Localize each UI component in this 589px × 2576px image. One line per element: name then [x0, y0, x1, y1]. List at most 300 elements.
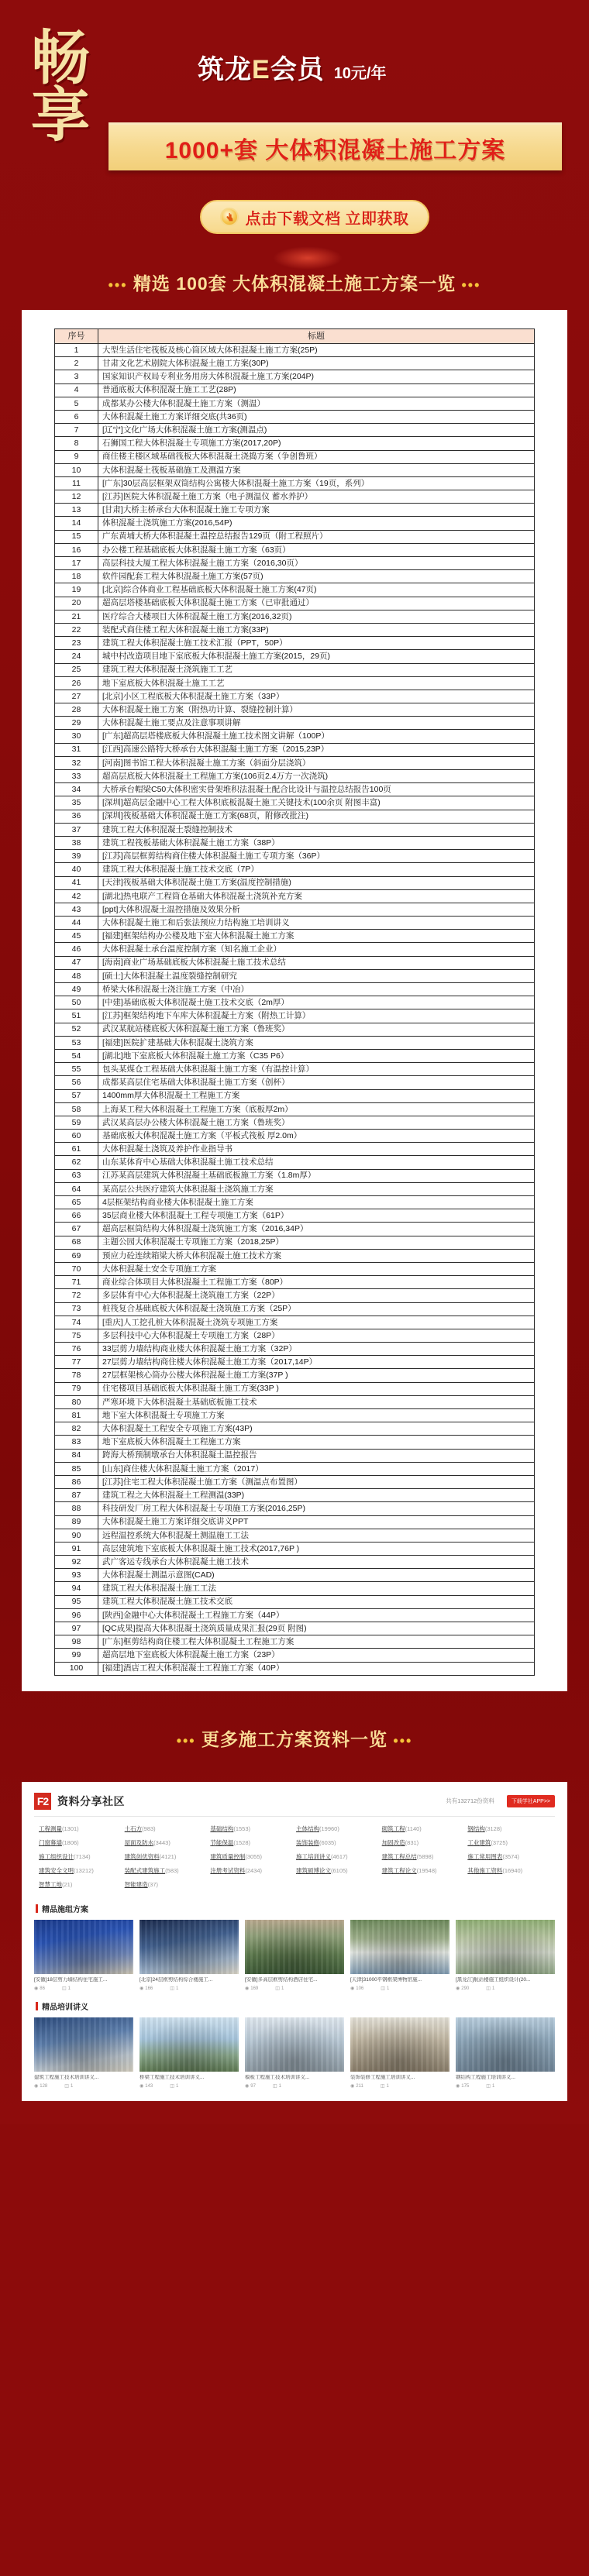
row-title: 大体积混凝土工程安全专项施工方案(43P)	[98, 1422, 535, 1436]
row-title: 武广客运专线承台大体积混凝土施工技术	[98, 1556, 535, 1569]
table-row	[55, 476, 535, 490]
row-title: 办公楼工程基础底板大体积混凝土施工方案（63页）	[98, 543, 535, 556]
row-title: [北京]小区工程底板大体积混凝土施工方案（33P）	[98, 690, 535, 703]
category-link[interactable]	[296, 1852, 379, 1861]
table-row	[55, 956, 535, 969]
resource-card-title: 钢结构工程施工培训讲义...	[456, 2074, 515, 2080]
row-index: 65	[55, 1196, 98, 1209]
category-link[interactable]	[296, 1866, 379, 1875]
row-index: 82	[55, 1422, 98, 1436]
table-row	[55, 1569, 535, 1582]
category-link[interactable]	[467, 1852, 550, 1861]
comment-icon: ◫	[486, 1986, 491, 1991]
table-row	[55, 463, 535, 476]
category-link[interactable]	[125, 1852, 208, 1861]
category-link[interactable]	[296, 1838, 379, 1847]
row-title: 建筑工程大体积混凝土施工技术汇报（PPT，50P）	[98, 637, 535, 650]
eye-icon: ◉	[245, 1986, 250, 1991]
category-link[interactable]	[125, 1838, 208, 1847]
row-title: [中建]基础底板大体积混凝土施工技术交底（2m厚）	[98, 996, 535, 1009]
row-index: 74	[55, 1316, 98, 1329]
document-list-table	[54, 328, 535, 1676]
row-title: [江西]高速公路特大桥承台大体积混凝土施工方案（2015,23P）	[98, 743, 535, 756]
resource-thumbnail[interactable]	[456, 2017, 555, 2072]
view-count-value: 128	[40, 2084, 48, 2089]
category-link[interactable]	[39, 1825, 122, 1833]
row-index: 13	[55, 504, 98, 517]
resource-card[interactable]	[245, 2017, 344, 2089]
promo-banner	[108, 122, 562, 170]
comment-count	[275, 1986, 284, 1991]
table-row	[55, 1089, 535, 1102]
view-count-value: 169	[250, 1986, 259, 1991]
table-row	[55, 1009, 535, 1023]
table-row	[55, 1489, 535, 1502]
category-name: 节能保温	[210, 1838, 234, 1846]
comment-count-value: 1	[281, 1986, 284, 1991]
view-count-value: 97	[250, 2084, 256, 2089]
category-link[interactable]	[210, 1866, 293, 1875]
comment-count	[381, 2083, 389, 2089]
category-link[interactable]	[467, 1866, 550, 1875]
more-section-title	[0, 1725, 589, 1751]
resource-card[interactable]	[140, 2017, 239, 2089]
row-index: 97	[55, 1622, 98, 1635]
row-title: 武汉某高层办公楼大体积混凝土施工方案（鲁班奖）	[98, 1116, 535, 1129]
category-name: 主体结构	[295, 1825, 319, 1832]
row-title: 江苏某高层建筑大体积混凝土基础底板施工方案（1.8m厚）	[98, 1169, 535, 1182]
row-index: 3	[55, 370, 98, 383]
category-name: 建筑安全文明	[39, 1866, 74, 1874]
table-row	[55, 490, 535, 504]
row-index: 11	[55, 476, 98, 490]
resource-card[interactable]	[456, 1920, 555, 1991]
document-list-card	[22, 310, 567, 1691]
group-accent-bar	[36, 2002, 38, 2010]
row-title: 广东黄埔大桥大体积混凝土温控总结报告129页（附工程照片）	[98, 530, 535, 543]
row-title: 建筑工程之大体积混凝土工程测温(33P)	[98, 1489, 535, 1502]
table-row	[55, 863, 535, 876]
row-index: 94	[55, 1582, 98, 1595]
resource-thumbnail[interactable]	[34, 1920, 133, 1974]
category-name: 土石方	[124, 1825, 143, 1832]
category-count: (1806)	[62, 1838, 79, 1846]
row-title: 4层框架结构商业楼大体积混凝土施工方案	[98, 1196, 535, 1209]
category-name: 建筑质量控制	[210, 1852, 246, 1860]
table-row	[55, 1595, 535, 1608]
row-index: 58	[55, 1102, 98, 1116]
resource-thumbnail[interactable]	[140, 1920, 239, 1974]
row-title: [福建]医院扩建基础大体积混凝土浇筑方案	[98, 1036, 535, 1049]
table-row	[55, 450, 535, 463]
row-title: [天津]筏板基础大体积混凝土施工方案(温度控制措施)	[98, 876, 535, 889]
row-index: 21	[55, 610, 98, 623]
row-index: 9	[55, 450, 98, 463]
row-index: 50	[55, 996, 98, 1009]
table-row	[55, 1422, 535, 1436]
card-groups	[34, 1903, 555, 2089]
row-index: 85	[55, 1462, 98, 1475]
row-index: 89	[55, 1515, 98, 1529]
resource-card-meta	[350, 2083, 450, 2089]
row-index: 29	[55, 717, 98, 730]
category-link[interactable]	[39, 1880, 122, 1889]
resource-card[interactable]	[350, 1920, 450, 1991]
resource-card-meta	[140, 1986, 239, 1991]
view-count-value: 86	[40, 1986, 45, 1991]
comment-icon: ◫	[170, 2084, 174, 2089]
row-index: 99	[55, 1649, 98, 1662]
row-title: 商住楼主楼区域基础筏板大体积混凝土浇捣方案（争创鲁班）	[98, 450, 535, 463]
row-title: 1400mm厚大体积混凝土工程施工方案	[98, 1089, 535, 1102]
row-index: 51	[55, 1009, 98, 1023]
row-title: 建筑工程大体积混凝土浇筑施工工艺	[98, 663, 535, 676]
row-title: [陕西]金融中心大体积混凝土工程施工方案（44P）	[98, 1608, 535, 1622]
table-row	[55, 637, 535, 650]
row-title: 建筑工程大体积混凝土裂缝控制技术	[98, 823, 535, 836]
brand-row	[198, 48, 387, 86]
table-row	[55, 996, 535, 1009]
row-index: 60	[55, 1130, 98, 1143]
row-title: 大型生活住宅筏板及核心筒区域大体积混凝土施工方案(25P)	[98, 344, 535, 357]
category-name: 施工培训讲义	[295, 1852, 331, 1860]
category-count: (1553)	[233, 1825, 251, 1832]
table-row	[55, 1462, 535, 1475]
category-link[interactable]	[210, 1838, 293, 1847]
resource-thumbnail[interactable]	[245, 2017, 344, 2072]
brand-price: 10元/年	[333, 65, 387, 82]
row-title: 体积混凝土浇筑施工方案(2016,54P)	[98, 517, 535, 530]
resource-thumbnail[interactable]	[350, 1920, 450, 1974]
row-title: [福建]框架结构办公楼及地下室大体积混凝土施工方案	[98, 930, 535, 943]
table-row	[55, 1542, 535, 1555]
row-title: [重庆]人工挖孔桩大体积混凝土浇筑专项施工方案	[98, 1316, 535, 1329]
table-row	[55, 1622, 535, 1635]
category-count: (21)	[62, 1880, 73, 1888]
comment-icon: ◫	[381, 1986, 385, 1991]
row-index: 84	[55, 1449, 98, 1462]
category-count: (3574)	[502, 1852, 520, 1860]
category-link[interactable]	[39, 1852, 122, 1861]
table-row	[55, 543, 535, 556]
comment-count-value: 1	[278, 2084, 281, 2089]
group-heading-label: 精品施组方案	[42, 1905, 88, 1914]
group-accent-bar	[36, 1904, 38, 1913]
category-link[interactable]	[382, 1838, 465, 1847]
table-row	[55, 570, 535, 583]
resource-card[interactable]	[456, 2017, 555, 2089]
category-count: (19548)	[416, 1866, 437, 1874]
table-head	[55, 329, 535, 344]
table-row	[55, 930, 535, 943]
table-row	[55, 1036, 535, 1049]
category-link[interactable]	[467, 1838, 550, 1847]
category-name: 装配式建筑施工	[124, 1866, 166, 1874]
more-dots-right: •••	[393, 1732, 413, 1749]
table-row	[55, 1276, 535, 1289]
table-row	[55, 1343, 535, 1356]
resource-card[interactable]	[350, 2017, 450, 2089]
eye-icon: ◉	[245, 2084, 250, 2089]
row-title: 成都某办公楼大体积混凝土施工方案（测温）	[98, 397, 535, 410]
resource-card-title: 桥梁工程施工技术培训讲义...	[140, 2074, 205, 2080]
row-title: 严寒环境下大体积混凝土基础底板施工技术	[98, 1395, 535, 1408]
download-cta-button[interactable]	[200, 200, 429, 234]
table-row	[55, 383, 535, 397]
row-index: 2	[55, 357, 98, 370]
table-row	[55, 597, 535, 610]
row-title: [湖北]地下室底板大体积混凝土施工方案（C35 P6）	[98, 1049, 535, 1062]
row-title: [甘肃]大桥主桥承台大体积混凝土施工专项方案	[98, 504, 535, 517]
eye-icon: ◉	[456, 1986, 460, 1991]
row-index: 18	[55, 570, 98, 583]
row-index: 66	[55, 1209, 98, 1223]
category-grid	[34, 1817, 555, 1893]
table-row	[55, 770, 535, 783]
view-count	[456, 1986, 469, 1991]
table-row	[55, 1063, 535, 1076]
resource-thumbnail[interactable]	[456, 1920, 555, 1974]
card-row	[34, 1920, 555, 1991]
table-row	[55, 1436, 535, 1449]
row-index: 40	[55, 863, 98, 876]
row-title: 山东某体育中心基础大体积混凝土施工技术总结	[98, 1156, 535, 1169]
comment-count	[64, 2083, 73, 2089]
row-index: 23	[55, 637, 98, 650]
table-row	[55, 1502, 535, 1515]
brand-prefix: 筑龙	[198, 55, 252, 84]
row-title: [湖北]热电联产工程筒仓基础大体积混凝土浇筑补充方案	[98, 889, 535, 903]
table-row	[55, 1102, 535, 1116]
table-row	[55, 344, 535, 357]
row-index: 92	[55, 1556, 98, 1569]
category-link[interactable]	[296, 1825, 379, 1833]
row-title: 超高层框筒结构大体积混凝土浇筑施工方案（2016,34P）	[98, 1223, 535, 1236]
category-name: 门窗幕墙	[39, 1838, 62, 1846]
resource-card[interactable]	[34, 2017, 133, 2089]
row-title: 建筑工程大体积混凝土施工技术交底	[98, 1595, 535, 1608]
table-header-row	[55, 329, 535, 344]
row-index: 30	[55, 730, 98, 743]
category-count: (13212)	[74, 1866, 94, 1874]
eye-icon: ◉	[350, 2084, 355, 2089]
row-index: 25	[55, 663, 98, 676]
row-title: [硕士]大体积混凝土温度裂缝控制研究	[98, 969, 535, 982]
table-row	[55, 663, 535, 676]
category-link[interactable]	[39, 1866, 122, 1875]
table-row	[55, 1223, 535, 1236]
community-header	[34, 1793, 555, 1817]
hero-char-1: 畅	[31, 23, 91, 92]
category-link[interactable]	[125, 1825, 208, 1833]
row-title: 跨海大桥预制墩承台大体积混凝土温控报告	[98, 1449, 535, 1462]
row-index: 16	[55, 543, 98, 556]
table-row	[55, 1329, 535, 1342]
resource-thumbnail[interactable]	[140, 2017, 239, 2072]
table-row	[55, 810, 535, 823]
comment-count	[170, 2083, 178, 2089]
row-title: 大体积混凝土施工方案详细交底讲义PPT	[98, 1515, 535, 1529]
resource-thumbnail[interactable]	[34, 2017, 133, 2072]
category-count: (4617)	[330, 1852, 348, 1860]
category-name: 建筑工程论文	[381, 1866, 417, 1874]
row-title: 大体积混凝土施工方案（附热功计算、裂缝控制计算）	[98, 703, 535, 717]
table-row	[55, 1316, 535, 1329]
row-index: 28	[55, 703, 98, 717]
row-index: 80	[55, 1395, 98, 1408]
view-count	[456, 2083, 469, 2089]
resource-card-title: 模板工程施工技术培训讲义...	[245, 2074, 310, 2080]
category-link[interactable]	[467, 1825, 550, 1833]
category-link[interactable]	[210, 1852, 293, 1861]
row-title: 建筑工程大体积混凝土施工工法	[98, 1582, 535, 1595]
row-title: 桩筏复合基础底板大体积混凝土浇筑施工方案（25P）	[98, 1302, 535, 1316]
row-title: 大体积混凝土施工方案详细交底(共36页)	[98, 410, 535, 423]
row-title: [江苏]框架结构地下车库大体积混凝土方案（附热工计算）	[98, 1009, 535, 1023]
table-row	[55, 1409, 535, 1422]
row-index: 76	[55, 1343, 98, 1356]
col-header-index: 序号	[55, 329, 98, 344]
comment-count	[62, 1986, 71, 1991]
category-name: 建筑硕博论文	[295, 1866, 331, 1874]
download-app-button[interactable]: 下载学社APP>>	[507, 1795, 555, 1807]
row-index: 6	[55, 410, 98, 423]
table-row	[55, 1116, 535, 1129]
category-count: (1301)	[62, 1825, 79, 1832]
row-title: 多层科技中心大体积混凝土专项施工方案（28P）	[98, 1329, 535, 1342]
category-link[interactable]	[125, 1866, 208, 1875]
table-row	[55, 756, 535, 769]
category-link[interactable]	[39, 1838, 122, 1847]
row-index: 86	[55, 1475, 98, 1488]
row-index: 59	[55, 1116, 98, 1129]
row-title: [广东]框剪结构商住楼工程大体积混凝土工程施工方案	[98, 1635, 535, 1649]
row-title: 多层体育中心大体积混凝土浇筑施工方案（22P）	[98, 1289, 535, 1302]
row-title: 成都某高层住宅基础大体积混凝土施工方案（创杯）	[98, 1076, 535, 1089]
table-row	[55, 1302, 535, 1316]
category-name: 建筑创优资料	[124, 1852, 160, 1860]
row-title: 主题公园大体积混凝土专项施工方案（2018,25P）	[98, 1236, 535, 1249]
row-index: 100	[55, 1662, 98, 1675]
row-index: 26	[55, 676, 98, 690]
row-index: 67	[55, 1223, 98, 1236]
row-title: 武汉某航站楼底板大体积混凝土施工方案（鲁班奖）	[98, 1023, 535, 1036]
row-title: [广东]30层高层框架双筒结构公寓楼大体积混凝土施工方案（19页，系列）	[98, 476, 535, 490]
row-title: 地下室大体积混凝土专项施工方案	[98, 1409, 535, 1422]
table-row	[55, 743, 535, 756]
row-title: 科技研发厂房工程大体积混凝土专项施工方案(2016,25P)	[98, 1502, 535, 1515]
category-count: (16940)	[502, 1866, 523, 1874]
category-link[interactable]	[210, 1825, 293, 1833]
category-link[interactable]	[382, 1825, 465, 1833]
row-index: 4	[55, 383, 98, 397]
row-title: 普通底板大体积混凝土施工工艺(28P)	[98, 383, 535, 397]
view-count	[140, 2083, 153, 2089]
row-title: 石狮国工程大体积混凝土专项施工方案(2017,20P)	[98, 437, 535, 450]
table-row	[55, 889, 535, 903]
row-title: 建筑工程大体积混凝土施工技术交底（7P）	[98, 863, 535, 876]
resource-thumbnail[interactable]	[245, 1920, 344, 1974]
category-count: (1140)	[405, 1825, 422, 1832]
row-index: 8	[55, 437, 98, 450]
brand-title	[198, 48, 325, 86]
row-index: 24	[55, 650, 98, 663]
category-count: (583)	[165, 1866, 179, 1874]
category-link[interactable]	[125, 1880, 208, 1889]
category-name: 施工组织设计	[39, 1852, 74, 1860]
row-index: 57	[55, 1089, 98, 1102]
table-row	[55, 1649, 535, 1662]
more-section-title-text: 更多施工方案资料一览	[202, 1728, 388, 1749]
row-title: 某高层公共医疗建筑大体积混凝土浇筑施工方案	[98, 1182, 535, 1195]
table-row	[55, 1369, 535, 1382]
table-row	[55, 783, 535, 796]
resource-card-meta	[34, 2083, 133, 2089]
row-index: 91	[55, 1542, 98, 1555]
eye-icon: ◉	[140, 2084, 144, 2089]
category-link[interactable]	[382, 1852, 465, 1861]
row-index: 83	[55, 1436, 98, 1449]
table-row	[55, 836, 535, 849]
category-count: (19960)	[319, 1825, 339, 1832]
eye-icon: ◉	[34, 2084, 39, 2089]
row-index: 43	[55, 903, 98, 916]
category-name: 装饰装修	[295, 1838, 319, 1846]
table-row	[55, 1143, 535, 1156]
table-row	[55, 1582, 535, 1595]
resource-thumbnail[interactable]	[350, 2017, 450, 2072]
row-title: 33层剪力墙结构商业楼大体积混凝土施工方案（32P）	[98, 1343, 535, 1356]
row-title: 高层建筑地下室底板大体积混凝土施工技术(2017,76P )	[98, 1542, 535, 1555]
resource-card-meta	[456, 2083, 555, 2089]
row-title: 大体积混凝土施工和后张法预应力结构施工培训讲义	[98, 917, 535, 930]
resource-card[interactable]	[245, 1920, 344, 1991]
row-title: [江苏]医院大体积混凝土施工方案（电子测温仪 蓄水养护）	[98, 490, 535, 504]
comment-count	[170, 1986, 178, 1991]
comment-count-value: 1	[491, 2084, 495, 2089]
resource-card[interactable]	[140, 1920, 239, 1991]
table-row	[55, 530, 535, 543]
category-link[interactable]	[382, 1866, 465, 1875]
row-index: 49	[55, 983, 98, 996]
view-count	[245, 2083, 256, 2089]
table-row	[55, 424, 535, 437]
table-row	[55, 690, 535, 703]
row-title: 装配式商住楼工程大体积混凝土施工方案(33P)	[98, 623, 535, 636]
row-title: 大体积混凝土测温示意图(CAD)	[98, 1569, 535, 1582]
row-title: 地下室底板大体积混凝土施工工艺	[98, 676, 535, 690]
row-title: 国家知识产权局专利业务用房大体积混凝土施工方案(204P)	[98, 370, 535, 383]
row-title: 上海某工程大体积混凝土工程施工方案（底板厚2m）	[98, 1102, 535, 1116]
resource-card[interactable]	[34, 1920, 133, 1991]
row-index: 54	[55, 1049, 98, 1062]
row-index: 68	[55, 1236, 98, 1249]
row-index: 72	[55, 1289, 98, 1302]
community-logo: F2	[34, 1793, 51, 1810]
table-row	[55, 1289, 535, 1302]
row-index: 41	[55, 876, 98, 889]
resource-card-title: 装饰装修工程施工培训讲义...	[350, 2074, 415, 2080]
row-title: [江苏]住宅工程大体积混凝土施工方案（测温点布置图）	[98, 1475, 535, 1488]
row-title: [海南]商业广场基础底板大体积混凝土施工技术总结	[98, 956, 535, 969]
table-row	[55, 1556, 535, 1569]
comment-icon: ◫	[486, 2084, 491, 2089]
comment-count-value: 1	[175, 2084, 179, 2089]
row-index: 17	[55, 557, 98, 570]
row-index: 22	[55, 623, 98, 636]
more-dots-left: •••	[176, 1732, 196, 1749]
row-index: 5	[55, 397, 98, 410]
